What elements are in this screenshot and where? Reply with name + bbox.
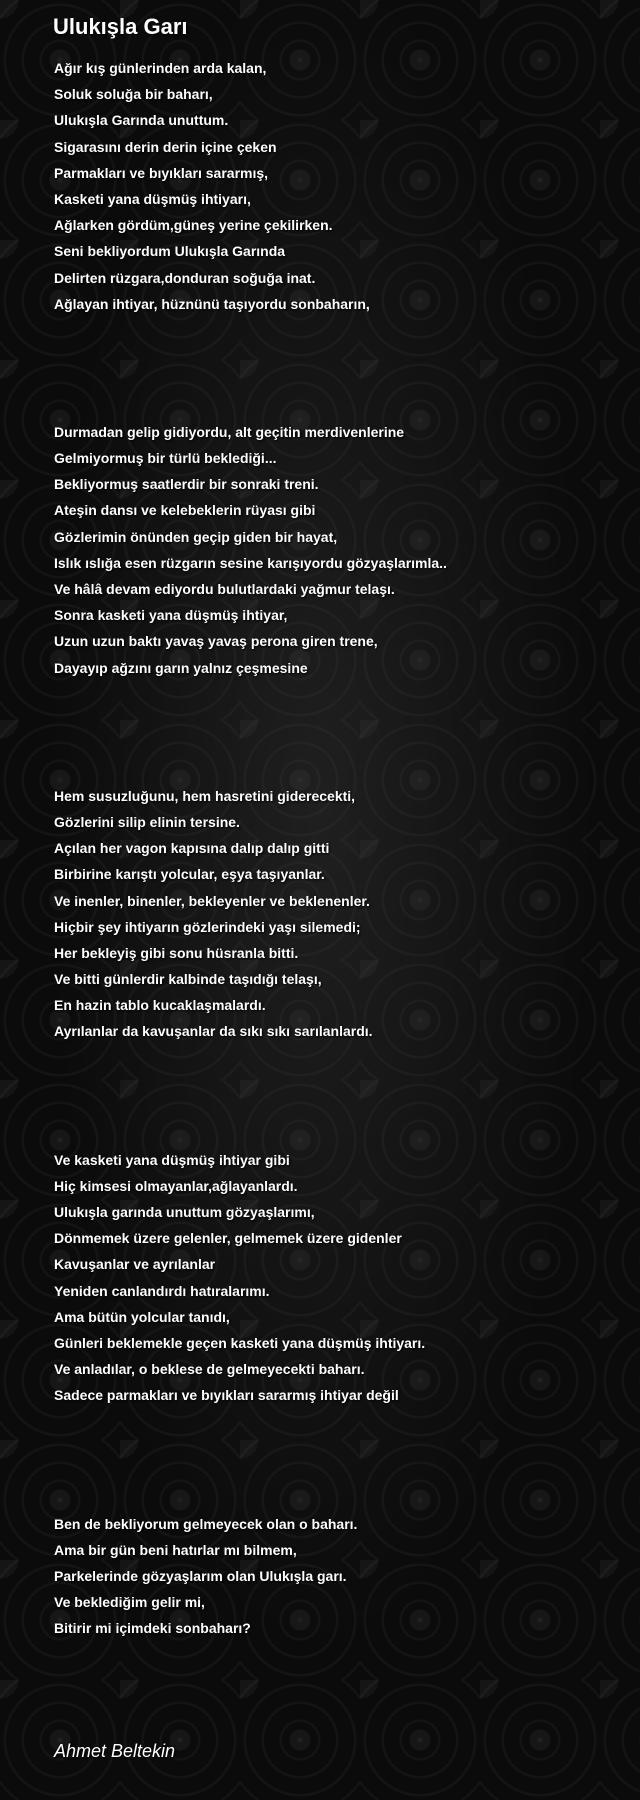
poem-line: Ve kasketi yana düşmüş ihtiyar gibi xyxy=(54,1151,290,1168)
poem-line: Ama bir gün beni hatırlar mı bilmem, xyxy=(54,1541,297,1558)
poem-title: Ulukışla Garı xyxy=(53,14,188,39)
poem-line: Parkelerinde gözyaşlarım olan Ulukışla garı. xyxy=(54,1567,347,1584)
poem-line: Gözlerimin önünden geçip giden bir hayat, xyxy=(54,528,338,545)
poem-line: Dayayıp ağzını garın yalnız çeşmesine xyxy=(54,659,308,676)
poem-line: Ve beklediğim gelir mi, xyxy=(54,1594,205,1611)
stanza-4 xyxy=(54,1147,624,1409)
poem-body xyxy=(54,55,624,1641)
poem-line: Parmakları ve bıyıkları sararmış, xyxy=(54,164,269,181)
poem-line: Seni bekliyordum Ulukışla Garında xyxy=(54,243,286,260)
stanza-5 xyxy=(54,1511,624,1642)
stanza-3 xyxy=(54,783,624,1045)
poem-line: Her bekleyiş gibi sonu hüsranla bitti. xyxy=(54,944,299,961)
poem-line: Gözlerini silip elinin tersine. xyxy=(54,813,240,830)
poem-line: Sigarasını derin derin içine çeken xyxy=(54,138,277,155)
poem-line: Ağır kış günlerinden arda kalan, xyxy=(54,60,267,76)
poem-line: Bitirir mi içimdeki sonbaharı? xyxy=(54,1620,251,1637)
poem-line: Ben de bekliyorum gelmeyecek olan o baharı. xyxy=(54,1515,358,1532)
poem-line: Durmadan gelip gidiyordu, alt geçitin merdivenlerine xyxy=(54,423,405,440)
poem-line: Ağlayan ihtiyar, hüznünü taşıyordu sonbaharın, xyxy=(54,295,370,312)
stanza-1 xyxy=(54,55,624,317)
poem-line: Kasketi yana düşmüş ihtiyarı, xyxy=(54,190,251,207)
poem-line: Ulukışla garında unuttum gözyaşlarımı, xyxy=(54,1204,315,1220)
poem-line: Gelmiyormuş bir türlü beklediği... xyxy=(54,450,277,467)
poem-line: Delirten rüzgara,donduran soğuğa inat. xyxy=(54,269,316,286)
poem-line: Sadece parmakları ve bıyıkları sararmış ihtiyar değil xyxy=(54,1387,399,1404)
poem-line: Açılan her vagon kapısına dalıp dalıp gitti xyxy=(54,840,330,857)
poem-line: Ağlarken gördüm,güneş yerine çekilirken. xyxy=(54,217,333,234)
poem-line: Yeniden canlandırdı hatıralarımı. xyxy=(54,1282,270,1299)
poem-line: Uzun uzun baktı yavaş yavaş perona giren trene, xyxy=(54,633,378,650)
poem-line: Islık ıslığa esen rüzgarın sesine karışıyordu gözyaşlarımla.. xyxy=(54,554,447,571)
poem-line: Hiçbir şey ihtiyarın gözlerindeki yaşı silemedi; xyxy=(54,918,361,935)
poem-line: Ve hâlâ devam ediyordu bulutlardaki yağmur telaşı. xyxy=(54,581,395,597)
poem-line: Ama bütün yolcular tanıdı, xyxy=(54,1308,230,1325)
stanza-2 xyxy=(54,419,624,681)
poem-line: Soluk soluğa bir baharı, xyxy=(54,86,213,103)
poem-line: Dönmemek üzere gelenler, gelmemek üzere gidenler xyxy=(54,1230,402,1247)
poem-line: Kavuşanlar ve ayrılanlar xyxy=(54,1256,216,1273)
poem-author: Ahmet Beltekin xyxy=(54,1741,176,1761)
poem-line: Sonra kasketi yana düşmüş ihtiyar, xyxy=(54,607,288,624)
poem-line: Ve bitti günlerdir kalbinde taşıdığı telaşı, xyxy=(54,971,322,988)
poem-line: Bekliyormuş saatlerdir bir sonraki treni. xyxy=(54,476,319,493)
poem-line: Ayrılanlar da kavuşanlar da sıkı sıkı sarılanlardı. xyxy=(54,1023,373,1040)
poem-line: Birbirine karıştı yolcular, eşya taşıyanlar. xyxy=(54,866,325,883)
poem-line: Ulukışla Garında unuttum. xyxy=(54,112,229,129)
poem-line: Günleri beklemekle geçen kasketi yana düşmüş ihtiyarı. xyxy=(54,1334,426,1351)
poem-line: Ve inenler, binenler, bekleyenler ve beklenenler. xyxy=(54,892,370,909)
poem-line: Ateşin dansı ve kelebeklerin rüyası gibi xyxy=(54,502,316,519)
poem-line: Hiç kimsesi olmayanlar,ağlayanlardı. xyxy=(54,1177,298,1194)
poem-line: Ve anladılar, o beklese de gelmeyecekti baharı. xyxy=(54,1361,365,1378)
poem-line: En hazin tablo kucaklaşmalardı. xyxy=(54,997,266,1014)
poem-line: Hem susuzluğunu, hem hasretini giderecekti, xyxy=(54,787,356,804)
